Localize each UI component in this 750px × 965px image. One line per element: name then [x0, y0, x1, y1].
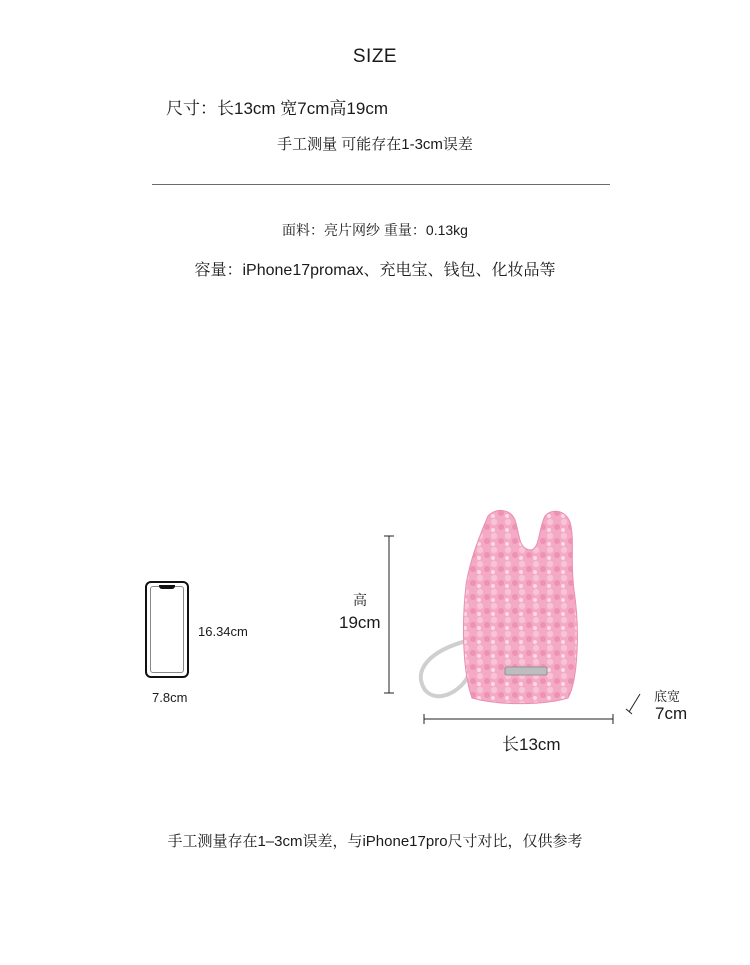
error-note: 手工测量 可能存在1-3cm误差	[277, 136, 473, 153]
bag-strap	[421, 546, 492, 696]
phone-height-label: 16.34cm	[198, 624, 248, 639]
depth-dimension-line	[629, 694, 640, 712]
phone-width-label: 7.8cm	[152, 690, 188, 705]
capacity-line: 容量：iPhone17promax、充电宝、钱包、化妆品等	[194, 262, 556, 279]
bag-logo-plate	[505, 667, 547, 675]
bag-depth-label: 底宽	[654, 689, 681, 704]
bag-body	[464, 510, 578, 703]
bag-height-label: 高	[353, 592, 367, 608]
bag-length-label: 长13cm	[502, 735, 561, 754]
material-weight-line: 面料：亮片网纱 重量：0.13kg	[282, 222, 468, 238]
divider	[152, 184, 610, 185]
size-line: 尺寸：长13cm 宽7cm高19cm	[166, 99, 388, 118]
bag-height-value: 19cm	[339, 613, 381, 632]
phone-outline-icon	[145, 581, 189, 678]
bag-depth-value: 7cm	[655, 704, 688, 723]
page-title: SIZE	[352, 46, 398, 67]
footer-note: 手工测量存在1–3cm误差，与iPhone17pro尺寸对比，仅供参考	[167, 833, 583, 850]
